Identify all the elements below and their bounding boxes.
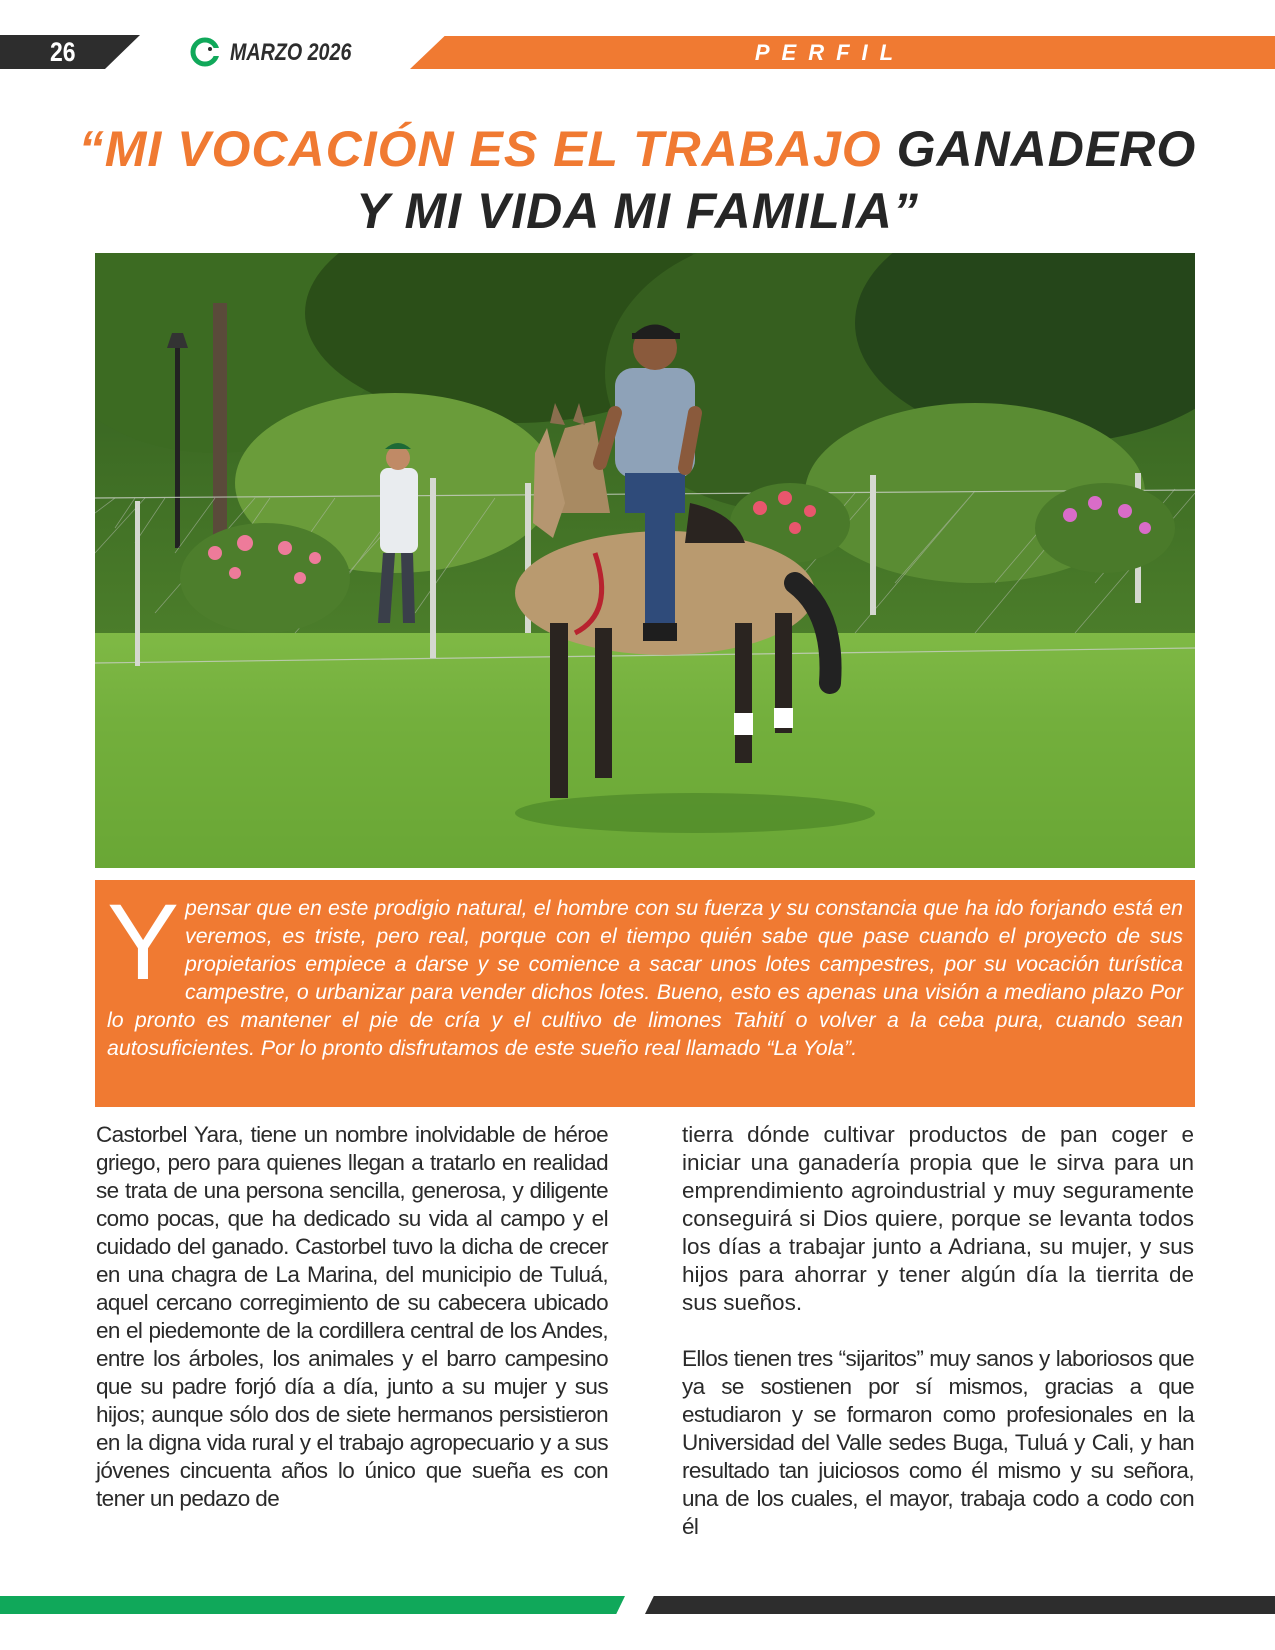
callout-text: pensar que en este prodigio natural, el hombre con su fuerza y su constancia que ha ido forjando está en veremos, es triste, pero real, porque con el tiempo quién sabe que pase cuando el proyecto de sus propietarios empiece a darse y se comience a sacar unos lotes campestres, por su vocación turística campestre, o urbanizar para vender dichos lotes. Bueno, esto es apenas una visión a mediano plazo Por lo pronto es mantener el pie de cría y el cultivo de limones Tahití o volver a la ceba pura, cuando sean autosuficientes. Por lo pronto disfrutamos de este sueño real llamado “La Yola”. bbox=[107, 896, 1183, 1060]
callout-box bbox=[95, 880, 1195, 1107]
title-orange-part: “MI VOCACIÓN ES EL TRABAJO bbox=[78, 121, 882, 177]
article-title bbox=[60, 118, 1215, 242]
magazine-logo-icon bbox=[190, 37, 220, 67]
article-photo bbox=[95, 253, 1195, 868]
body-column-right bbox=[682, 1121, 1194, 1541]
section-label: PERFIL bbox=[754, 40, 906, 65]
body-paragraph: Ellos tienen tres “sijaritos” muy sanos y laboriosos que ya se sostienen por sí mismos, gracias a que estudiaron y se formaron como profesionales en la Universidad del Valle sedes Buga, Tuluá y Cali, y han resultado tan juiciosos como él mismo y su señora, una de los cuales, el mayor, trabaja codo a codo con él bbox=[682, 1346, 1194, 1539]
body-paragraph: tierra dónde cultivar productos de pan coger e iniciar una ganadería propia que le sirva para un emprendimiento agroindustrial y muy seguramente conseguirá si Dios quiere, porque se levanta todos los días a trabajar junto a Adriana, su mujer, y sus hijos para ahorrar y tener algún día la tierrita de sus sueños. bbox=[682, 1122, 1194, 1315]
footer-dark-bar bbox=[645, 1596, 1275, 1614]
body-paragraph: Castorbel Yara, tiene un nombre inolvidable de héroe griego, pero para quienes llegan a tratarlo en realidad se trata de una persona sencilla, generosa, y diligente como pocas, que ha dedicado su vida al campo y el cuidado del ganado. Castorbel tuvo la dicha de crecer en una chagra de La Marina, del municipio de Tuluá, aquel cercano corregimiento de su cabecera ubicado en el piedemonte de la cordillera central de los Andes, entre los árboles, los animales y el barro campesino que su padre forjó día a día, junto a su mujer y sus hijos; aunque sólo dos de siete hermanos persistieron en la digna vida rural y el trabajo agropecuario y a sus jóvenes cincuenta años lo único que sueña es con tener un pedazo de bbox=[96, 1122, 608, 1511]
title-dark-part-2: Y MI VIDA MI FAMILIA” bbox=[356, 183, 919, 239]
drop-cap: Y bbox=[107, 881, 180, 1002]
page-number: 26 bbox=[50, 37, 76, 67]
issue-date: MARZO 2026 bbox=[230, 39, 352, 66]
title-dark-part-1: GANADERO bbox=[896, 121, 1197, 177]
footer-green-bar bbox=[0, 1596, 625, 1614]
body-column-left bbox=[96, 1121, 608, 1513]
